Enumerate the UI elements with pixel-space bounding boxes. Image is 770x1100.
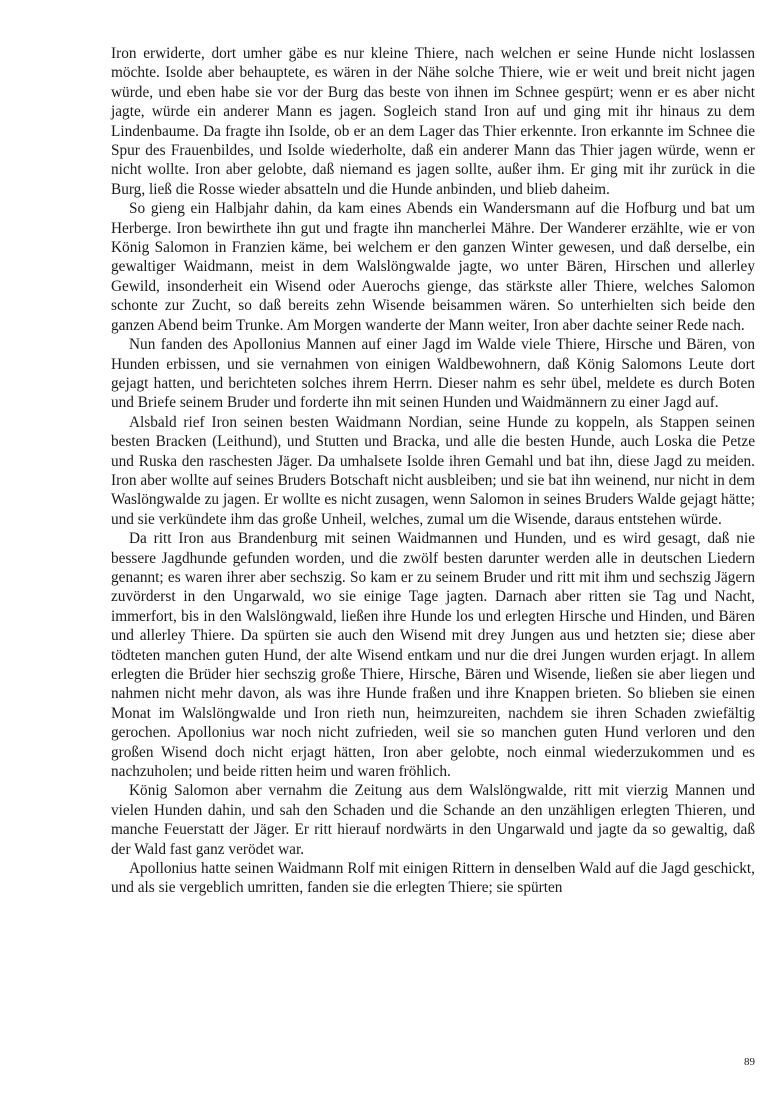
paragraph-5: Da ritt Iron aus Brandenburg mit seinen Waidmannen und Hunden, und es wird gesagt, daß nie bessere Jagdhunde gefunden worden, und die zwölf besten darunter werden alle in deutschen Liedern genannt; es waren ihrer aber sechszig. So kam er zu seinem Bruder und ritt mit ihm und sechszig Jägern zuvörderst in den Ungarwald, wo sie einige Tage jagten. Darnach aber ritten sie Tag und Nacht, immerfort, bis in den Walslöngwald, ließen ihre Hunde los und erlegten Hirsche und Hinden, und Bären und allerley Thiere. Da spürten sie auch den Wisend mit drey Jungen aus und hetzten sie; diese aber tödteten manchen guten Hund, der alte Wisend entkam und nur die drei Jungen wurden erjagt. In allem erlegten die Brüder hier sechszig große Thiere, Hirsche, Bären und Wisende, ließen sie aber liegen und nahmen nicht mehr davon, als was ihre Hunde fraßen und ihre Knappen brieten. So blieben sie einen Monat im Walslöngwalde und Iron rieth nun, heimzureiten, nachdem sie ihren Schaden zwiefältig gerochen. Apollonius war noch nicht zufrieden, weil sie so manchen guten Hund verloren und den großen Wisend doch nicht erjagt hätten, Iron aber gelobte, noch einmal wiederzukommen und es nachzuholen; und beide ritten heim und waren fröhlich. xyxy=(111,530,755,781)
paragraph-7: Apollonius hatte seinen Waidmann Rolf mit einigen Rittern in denselben Wald auf die Jagd geschickt, und als sie vergeblich umritten, fanden sie die erlegten Thiere; sie spürten xyxy=(111,860,755,897)
paragraph-6: König Salomon aber vernahm die Zeitung aus dem Walslöngwalde, ritt mit vierzig Mannen und vielen Hunden dahin, und sah den Schaden und die Schande an den unzähligen erlegten Thieren, und manche Feuerstatt der Jäger. Er ritt hierauf nordwärts in den Ungarwald und jagte da so gewaltig, daß der Wald fast ganz verödet war. xyxy=(111,782,755,858)
paragraph-2: So gieng ein Halbjahr dahin, da kam eines Abends ein Wandersmann auf die Hofburg und bat um Herberge. Iron bewirthete ihn gut und fragte ihn mancherlei Mähre. Der Wanderer erzählte, wie er von König Salomon in Franzien käme, bei welchem er den ganzen Winter gewesen, und daß derselbe, ein gewaltiger Waidmann, meist in dem Walslöngwalde jagte, wo unter Bären, Hirschen und allerley Gewild, insonderheit ein Wisend oder Auerochs gienge, das stärkste aller Thiere, welches Salomon schonte zur Zucht, so daß bereits zehn Wisende beisammen wären. So unterhielten sich beide den ganzen Abend beim Trunke. Am Morgen wanderte der Mann weiter, Iron aber dachte seiner Rede nach. xyxy=(111,200,755,334)
page-body xyxy=(111,44,755,898)
paragraph-3: Nun fanden des Apollonius Mannen auf einer Jagd im Walde viele Thiere, Hirsche und Bären, von Hunden erbissen, und sie vernahmen von einigen Waldbewohnern, daß König Salomons Leute dort gejagt hatten, und berichteten solches ihrem Herrn. Dieser nahm es sehr übel, meldete es durch Boten und Briefe seinem Bruder und forderte ihn mit seinen Hunden und Waidmännern zu einer Jagd auf. xyxy=(111,336,755,412)
page-number: 89 xyxy=(744,1056,755,1068)
paragraph-1: Iron erwiderte, dort umher gäbe es nur kleine Thiere, nach welchen er seine Hunde nicht loslassen möchte. Isolde aber behauptete, es wären in der Nähe solche Thiere, wie er weit und breit nicht jagen würde, und eben habe sie vor der Burg das beste von ihnen im Schnee gespürt; wenn er es aber nicht jagte, würde ein anderer Mann es jagen. Sogleich stand Iron auf und ging mit ihr hinaus zu dem Lindenbaume. Da fragte ihn Isolde, ob er an dem Lager das Thier erkennte. Iron erkannte im Schnee die Spur des Frauenbildes, und Isolde wiederholte, daß ein anderer Mann das Thier jagen würde, wenn er nicht wollte. Iron aber gelobte, daß niemand es jagen sollte, außer ihm. Er ging mit ihr zurück in die Burg, ließ die Rosse wieder absatteln und die Hunde anbinden, und blieb daheim. xyxy=(111,45,755,198)
paragraph-4: Alsbald rief Iron seinen besten Waidmann Nordian, seine Hunde zu koppeln, als Stappen seinen besten Bracken (Leithund), und Stutten und Bracka, und alle die besten Hunde, auch Loska die Petze und Ruska den raschesten Jäger. Da umhalsete Isolde ihren Gemahl und bat ihn, diese Jagd zu meiden. Iron aber wollte auf seines Bruders Botschaft nicht ausbleiben; und sie bat ihn weinend, nur nicht in dem Waslöngwalde zu jagen. Er wollte es nicht zusagen, wenn Salomon in seines Bruders Walde gejagt hätte; und sie verkündete ihm das große Unheil, welches, zumal um die Wisende, daraus entstehen würde. xyxy=(111,413,755,528)
